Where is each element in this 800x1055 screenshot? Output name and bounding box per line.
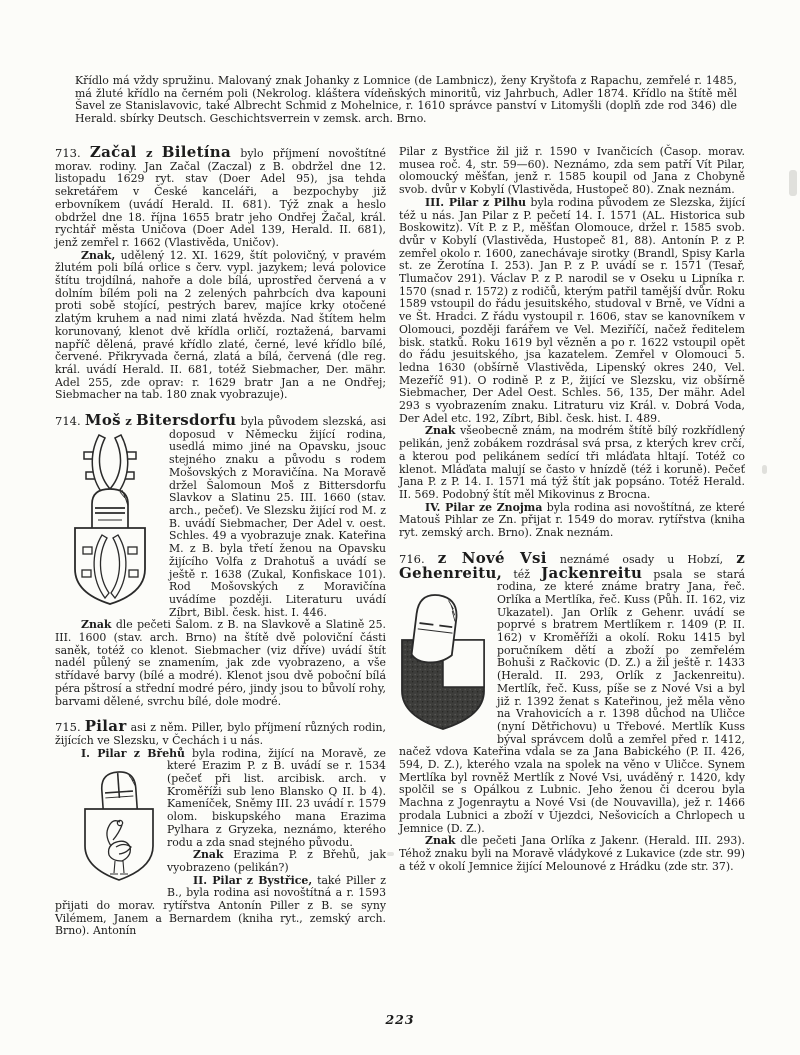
entry-714-body-text-b: doposud v Německu žijící rodina, usedlá mimo jiné na Opavsku, jsouc stejného znaku a původu s rodem Mošovských z Moravičína. Na Moravě držel Šalomoun Moš z Bittersdorfu Slavkov a Slatinu 25. III. 1660 (stav. arch., pečeť). Ve Slezsku žijící rod M. z B. uvádí Siebmacher, Der Adel v. oest. Schles. 49 a vyobrazuje znak. Kateřina M. z B. byla třetí ženou na Opavsku žijícího Volfa z Drahotuš a uvádí se ještě r. 1638 (Zukal, Konfiskace 101). Rod Mošovských z Moravičína uvádíme později. Literaturu uvádí Zíbrt, Bibl. česk. hist. I. 446.: [169, 427, 386, 619]
scan-artifact: [387, 852, 394, 856]
entry-715-sub1-text-a: byla rodina, žijící na Moravě, ze: [191, 746, 386, 760]
entry-716-znak-paragraph: [399, 835, 745, 873]
helmet-icon: [101, 771, 138, 812]
scan-artifact: [762, 465, 767, 474]
page-number: 223: [385, 1012, 415, 1027]
entry-713-number: 713.: [55, 146, 81, 160]
entry-715-znak3-paragraph: [399, 425, 745, 501]
crest-horns: [84, 435, 136, 494]
entry-714-place-name: Bitersdorfu: [136, 411, 237, 430]
entry-714-family-name: Moš: [84, 411, 121, 430]
entry-713-particle: z: [145, 146, 153, 160]
entry-715-body-text: asi z něm. Piller, bylo příjmení různých rodin, žijících ve Slezsku, v Čechách i u nás.: [55, 721, 386, 747]
entry-715-sub3-paragraph: [399, 197, 745, 426]
entry-716: [399, 548, 746, 874]
entry-715-sub3-text: byla rodina původem ze Slezska, žijící též u nás. Jan Pilar z P. pečetí 14. I. 1571 (AL. Historica sub Boskowitz). Vít P. z P., měšťan Olomouce, držel r. 1585 svob. dvůr v Kobylí (Vlastivěda, Hustopeč 81, 88). Antonín P. z P. zemřel okolo r. 1600, zanechávaje sirotky (Brandl, Spisy Karla st. ze Žerotína I. 253). Jan P. z P. uvádí se r. 1571 (Tesař, Tlumačov 291). Václav P. z P. narodil se v Oseku u Lipníka r. 1570 (snad r. 1572) z rodičů, kterým patřil tamější dvůr. Roku 1589 vstoupil do řádu jesuitského, studoval v Brně, ve Vídni a ve Št. Hradci. Z řádu vystoupil r. 1606, stav se kanovníkem v Olomouci, později farářem ve Vel. Meziříčí, načež ředitelem bisk. statků. Roku 1619 byl vězněn a po r. 1622 vstoupil opět do řádu jesuitského, jsa kazatelem. Zemřel v Olomouci 5. ledna 1630 (obšírně Vlastivěda, Lipenský okres 240, Vel. Mezeříč 91). O rodině P. z P., žijící ve Slezsku, viz obšírně Siebmacher, Der Adel Oest. Schles. 56, 135, Der mähr. Adel 293 s vyobrazením znaku. Litraturu viz Král. v. Dobrá Voda, Der Adel etc. 192, Zíbrt, Bibl. česk. hist. I. 489.: [399, 195, 746, 425]
shield-icon: [75, 528, 145, 604]
entry-715-sub1-text-b: které Erazim P. z B. uvádí se r. 1534 (pečeť při list. arcibisk. arch. v Kroměříži sub leno Blansko Q II. b 4). Kameníček, Sněmy III. 23 uvádí r. 1579 olom. biskupského mana Erazima Pylhara z Gryzeka, neznámo, kterého rodu a zda snad stejného původu.: [167, 759, 386, 849]
entry-716-znak-text: dle pečeti Jana Orlíka z Jakenr. (Herald. III. 293). Téhož znaku byli na Moravě vládykové z Lukavice (zde str. 99) a též v okolí Jemnice žijící Melounové z Hrádku (zde str. 37).: [399, 834, 745, 873]
entry-715-sub1-label: I. Pilar z Břehů: [81, 746, 185, 760]
entry-716-name-2: z Gehenreitu,: [399, 548, 746, 582]
entry-713-family-name: Začal: [89, 143, 137, 161]
helmet-icon: [411, 593, 459, 665]
entry-715-sub3-label: III. Pilar z Pilhu: [425, 195, 527, 209]
entry-713-znak-paragraph: [55, 250, 386, 402]
entry-715: [55, 717, 386, 938]
coat-of-arms-canton-shield-icon: [399, 583, 487, 733]
entry-715-number: 715.: [55, 720, 81, 735]
entry-713-heading-paragraph: [55, 143, 386, 250]
entry-715-znak-text: Erazima P. z Břehů, jak vyobrazeno (pelikán?): [167, 848, 386, 874]
entry-716-name-3: Jackenreitu: [541, 563, 643, 582]
entry-715-sub4-text: byla rodina asi novoštítná, ze které Matouš Pihlar ze Zn. přijat r. 1549 do morav. rytířstva (kniha ryt. zemský arch. Brno). Znak neznám.: [399, 500, 745, 540]
entry-715-sub2-text: také Piller z B., byla rodina asi novoštítná a r. 1593 přijati do morav. rytířstva Antonín Piller z B. se syny Vilémem, Janem a Bernardem (kniha ryt., zemský arch. Brno). Antonín: [55, 873, 386, 938]
entry-715-continuation-paragraph: Pilar z Bystřice žil již r. 1590 v Ivančicích (Časop. morav. musea roč. 4, str. 59—60). Neznámo, zda sem patří Vít Pilar, olomoucký měšťan, jenž r. 1585 koupil od Jana z Chobyně svob. dvůr v Kobylí (Vlastivěda, Hustopeč 80). Znak neznám.: [399, 145, 745, 197]
shield-icon: [85, 809, 153, 880]
right-column: [399, 146, 745, 873]
helmet-icon: [92, 489, 128, 529]
znak-label: Znak: [81, 618, 112, 632]
entry-713-znak-text: udělený 12. XI. 1629, štít polovičný, v pravém žlutém poli bílá orlice s červ. vypl. jazykem; levá polovice štítu trojdílná, nahoře a dole bílá, uprostřed červená a v dolním bílém poli na 2 zelených pahrbcích dva kapouni proti sobě stojící, pestrých barev, majíce krky otočené zlatým kruhem a nad nimi zlatá hvězda. Nad štítem helm korunovaný, klenot dvě křídla orličí, roztažená, barvami napříč dělená, pravé křídlo zlaté, černé, levé křídlo bílé, červené. Přikryvada černá, zlatá a bílá, červená (dle reg. král. uvádí Herald. II. 681, totéž Siebmacher, Der. mähr. Adel 255, zde oprav: r. 1629 bratr Jan a ne Ondřej; Siebmacher na tab. 180 znak vyobrazuje).: [55, 248, 386, 402]
entry-716-number: 716.: [399, 551, 425, 566]
scan-artifact: [789, 170, 797, 196]
mos-coat-of-arms-figure: [62, 432, 158, 614]
pilar-coat-of-arms-figure: [56, 762, 156, 888]
entry-714-heading-paragraph: [55, 411, 387, 619]
entry-716-heading-tail: psala se: [653, 567, 706, 581]
entry-715-znak3-text: všeobecně znám, na modrém štítě bílý rozkřídlený pelikán, jenž zobákem rozdrásal svá prsa, z kterých krev crčí, a kterou pod pelikánem sedící tři mláďata hltají. Totéž co klenot. Mláďata malují se často v hnízdě (též i koruně). Pečeť Jana P. z P. 14. I. 1571 má týž štít jak popsáno. Totéž Herald. II. 569. Podobný štít měl Mikovinus z Brocna.: [399, 424, 745, 501]
znak-label: Znak: [425, 424, 456, 438]
entry-715-heading-paragraph: [55, 717, 386, 747]
entry-716-body-text: stará rodina, ze které známe bratry Jana, řeč. Orlíka a Mertlíka, řeč. Kuss (Půh. II. 162, viz Ukazatel). Jan Orlík z Gehenr. uvádí se poprvé s bratrem Mertlíkem r. 1409 (P. II. 162) v Kroměříži a okolí. Roku 1415 byl poručníkem dětí a zboží po zemřelém Bohuši z Račkovic (D. Z.) a žil ještě r. 1433 (Herald. II. 293, Orlík z Jackenreitu). Mertlík, řeč. Kuss, píše se z Nové Vsi a byl již r. 1392 ženat s Kateřinou, jež měla věno na Vrahovicích a r. 1398 důchod na Uličce (nyní Dětřichovu) u Třebové. Mertlík Kuss býval správcem dolů a zemřel před r. 1412, načež vdova Kateřina vdala se za Jana Babického (P. II. 426, 594, D. Z.), kterého vzala na spolek na věno v Uličce. Synem Mertlíka byl rovněž Mertlík z Nové Vsi, uváděný r. 1420, kdy spolčil se s Opálkou z Lubnic. Jeho ženou či dcerou byla Machna z Jogenraytu a Nové Vsi (de Nouvavilla), jež r. 1466 prodala Lubnici a zboží v Újezdci, Nešovicích a Chrlopech u Jemnice (D. Z.).: [399, 567, 746, 835]
entry-716-heading-paragraph: [399, 548, 746, 835]
entry-714-number: 714.: [55, 414, 81, 429]
entry-715-sub1-paragraph: [55, 748, 386, 850]
entry-714: [55, 411, 387, 708]
entry-714-particle: z: [125, 414, 132, 429]
coat-of-arms-sled-runners-icon: [62, 432, 158, 610]
entry-716-note-1: neznámé osady u Hobzí,: [559, 552, 724, 566]
entry-714-znak-paragraph: [55, 619, 386, 708]
intro-paragraph: Křídlo má vždy spružinu. Malovaný znak Johanky z Lomnice (de Lambnicz), ženy Kryštofa z Rapachu, zemřelé r. 1485, má žluté křídlo na černém poli (Nekrolog. kláštera vídeňských minoritů, viz Jahrbuch, Adler 1874. Křídlo na štítě měl Šavel ze Stanislavovic, také Albrecht Schmid z Mohelnice, r. 1610 správce panství v Litomyšli (doplň zde rod 346) dle Herald. sbírky Deutsch. Geschichtsverrein v zemsk. arch. Brno.: [75, 74, 737, 126]
znak-label: Znak: [425, 834, 456, 848]
entry-715-sub4-paragraph: [399, 502, 745, 540]
entry-716-name-1: z Nové Vsi: [437, 548, 547, 567]
entry-715-sub2-label: II. Pilar z Bystřice,: [193, 873, 313, 887]
entry-714-body-text-a: byla původem slezská, asi: [240, 415, 387, 429]
entry-715-family-name: Pilar: [84, 717, 127, 736]
left-column: [55, 143, 387, 938]
entry-714-znak-text: dle pečeti Šalom. z B. na Slavkově a Slatině 25. III. 1600 (stav. arch. Brno) na štítě dvě poloviční části saněk, totéž co klenot. Siebmacher (viz dříve) uvádí štít nadél půlený se znamením, jak zde vyobrazeno, a vše střídavé barvy (bílé a modré). Klenot jsou dvě poboční bílá péra pštrosí a střední modré péro, jindy jsou to bůvolí rohy, barvami dělené, svrchu bílé, dole modré.: [55, 618, 386, 708]
znak-label: Znak,: [81, 248, 116, 262]
entry-716-note-2: též: [513, 567, 530, 581]
nova-ves-coat-of-arms-figure: [399, 583, 487, 737]
znak-label: Znak: [193, 848, 224, 862]
entry-713-body-text: bylo příjmení novoštítné morav. rodiny. Jan Začal (Zaczal) z B. obdržel dne 12. listopadu 1629 ryt. stav (Doer Adel 95), jsa tehda sekretářem v České kanceláři, a bezpochyby již erbovníkem (uvádí Herald. II. 681). Týž znak a heslo obdržel dne 18. října 1655 bratr jeho Ondřej Žačal, král. rychtář města Uničova (Doer Adel 139, Herald. II. 681), jenž zemřel r. 1662 (Vlastivěda, Uničov).: [55, 147, 386, 249]
coat-of-arms-pelican-icon: [82, 762, 156, 884]
entry-713-place-name: Biletína: [161, 143, 232, 161]
entry-713: [55, 143, 386, 402]
entry-715-sub4-label: IV. Pilar ze Znojma: [425, 500, 543, 514]
